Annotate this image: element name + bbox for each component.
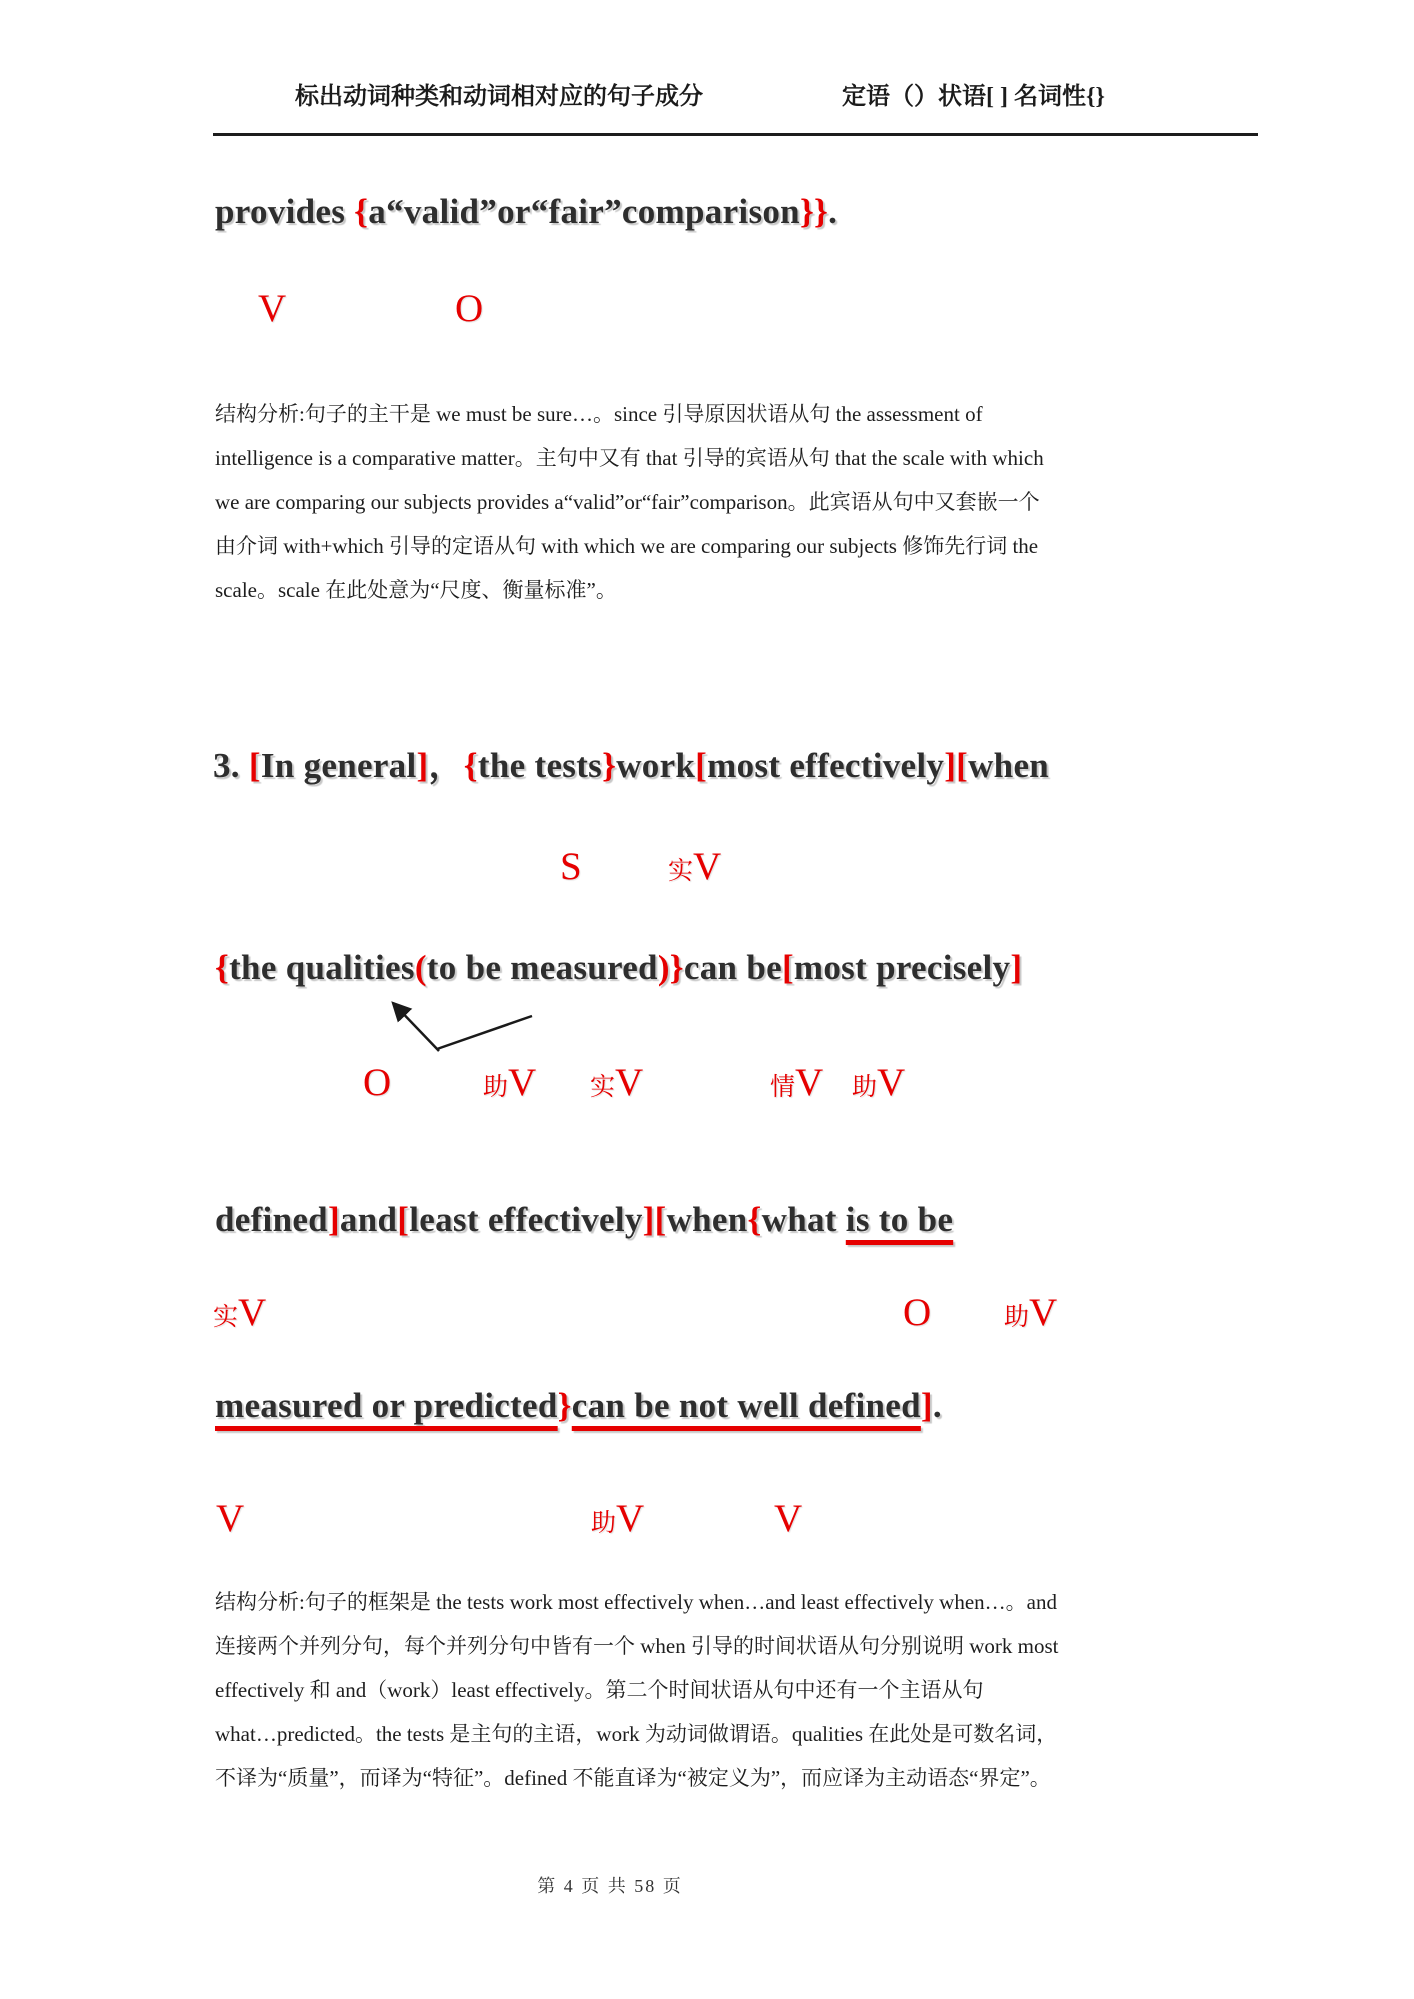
page-number: 第 4 页 共 58 页 [537,1876,683,1896]
grammar-label-v [774,1496,802,1541]
analysis-line: 结构分析:句子的主干是 we must be sure…。since 引导原因状语从句 the assessment of [215,402,983,426]
text-segment: { [747,1200,762,1239]
text-segment: { [463,746,478,785]
text-segment: [ [781,948,794,987]
text-segment: { [354,192,369,231]
text-segment: . [932,1386,942,1425]
text-segment: when [968,746,1050,785]
text-segment: 助 [483,1074,509,1101]
text-segment: ] [416,746,429,785]
text-segment: { [215,948,230,987]
text-segment: ] [920,1386,933,1425]
text-segment: S [560,845,582,888]
text-segment: a“valid”or“fair”comparison [368,192,800,231]
analysis-line: 连接两个并列分句，每个并列分句中皆有一个 when 引导的时间状语从句分别说明 work most [215,1634,1059,1658]
text-segment: can be not well defined [571,1386,921,1425]
text-segment: provides [215,192,355,231]
text-segment: the qualities [229,948,415,987]
text-segment: the tests [477,746,603,785]
text-segment: 实 [590,1074,616,1101]
analysis-line: we are comparing our subjects provides a“valid”or“fair”comparison。此宾语从句中又套嵌一个 [215,490,1040,514]
text-segment: V [238,1291,267,1334]
header-divider [213,133,1258,136]
text-segment: measured or predicted [215,1386,558,1425]
grammar-label-v [258,286,286,331]
text-segment: V [795,1061,824,1104]
grammar-label-o [363,1060,391,1105]
grammar-label-zhu-v [1004,1290,1057,1335]
text-segment: } [602,746,617,785]
text-segment: defined [215,1200,328,1239]
text-segment: } [557,1386,572,1425]
grammar-label-shi-v [668,844,721,889]
text-segment: can be [683,948,782,987]
analysis-line: effectively 和 and（work）least effectively。第二个时间状语从句中还有一个主语从句 [215,1678,984,1702]
text-segment: 助 [1004,1304,1030,1331]
text-segment: [ [397,1200,410,1239]
text-segment: ][ [642,1200,667,1239]
text-segment: is to be [845,1200,954,1239]
grammar-label-o [903,1290,931,1335]
header-right-legend: 定语（）状语[ ] 名词性{} [842,84,1105,110]
text-segment: 实 [668,858,694,885]
text-segment: }} [799,192,829,231]
text-segment: and [339,1200,398,1239]
grammar-label-shi-v [590,1060,643,1105]
modifier-arrow-icon [370,985,550,1065]
sentence-3-line-4 [215,1386,942,1426]
grammar-label-v [216,1496,244,1541]
analysis-paragraph-2 [215,1580,1058,1800]
text-segment: In general [260,746,417,785]
text-segment: 助 [852,1074,878,1101]
sentence-3-line-3 [215,1200,953,1240]
grammar-label-zhu-v [852,1060,905,1105]
text-segment: [ [695,746,708,785]
text-segment: 3. [213,746,249,785]
text-segment: V [1029,1291,1058,1334]
text-segment: ] [1010,948,1023,987]
text-segment: V [774,1497,803,1540]
text-segment: 助 [591,1510,617,1537]
header-left-title: 标出动词种类和动词相对应的句子成分 [295,84,703,110]
text-segment: ] [327,1200,340,1239]
text-segment: ][ [944,746,969,785]
grammar-label-zhu-v [483,1060,536,1105]
analysis-line: intelligence is a comparative matter。主句中又有 that 引导的宾语从句 that the scale with which [215,446,1044,470]
text-segment: V [693,845,722,888]
sentence-3-line-2 [215,948,1022,988]
analysis-line: 不译为“质量”，而译为“特征”。defined 不能直译为“被定义为”，而应译为主动语态“界定”。 [215,1766,1051,1790]
text-segment: )} [657,948,684,987]
grammar-label-s [560,844,582,889]
text-segment: V [216,1497,245,1540]
text-segment: . [828,192,838,231]
text-segment: O [903,1291,932,1334]
analysis-line: 结构分析:句子的框架是 the tests work most effectively when…and least effectively when…。and [215,1590,1057,1614]
sentence-2-line [215,192,837,232]
text-segment: V [877,1061,906,1104]
text-segment: [ [248,746,261,785]
text-segment: V [258,287,287,330]
text-segment: O [455,287,484,330]
text-segment: most effectively [707,746,945,785]
text-segment: 情 [770,1074,796,1101]
text-segment: V [616,1497,645,1540]
grammar-label-shi-v [213,1290,266,1335]
text-segment: ， [428,746,464,785]
grammar-label-qing-v [770,1060,823,1105]
text-segment: 实 [213,1304,239,1331]
sentence-3-line-1 [213,738,1049,788]
text-segment: most precisely [793,948,1011,987]
text-segment: V [508,1061,537,1104]
text-segment: to be measured [426,948,658,987]
text-segment: when [666,1200,748,1239]
text-segment: O [363,1061,392,1104]
analysis-paragraph-1 [215,392,1044,612]
text-segment: ( [414,948,427,987]
text-segment: work [616,746,696,785]
analysis-line: what…predicted。the tests 是主句的主语，work 为动词做谓语。qualities 在此处是可数名词， [215,1722,1058,1746]
text-segment: what [761,1200,846,1239]
analysis-line: scale。scale 在此处意为“尺度、衡量标准”。 [215,578,617,602]
grammar-label-o [455,286,483,331]
text-segment: least effectively [409,1200,643,1239]
analysis-line: 由介词 with+which 引导的定语从句 with which we are comparing our subjects 修饰先行词 the [215,534,1039,558]
grammar-label-zhu-v [591,1496,644,1541]
text-segment: V [615,1061,644,1104]
